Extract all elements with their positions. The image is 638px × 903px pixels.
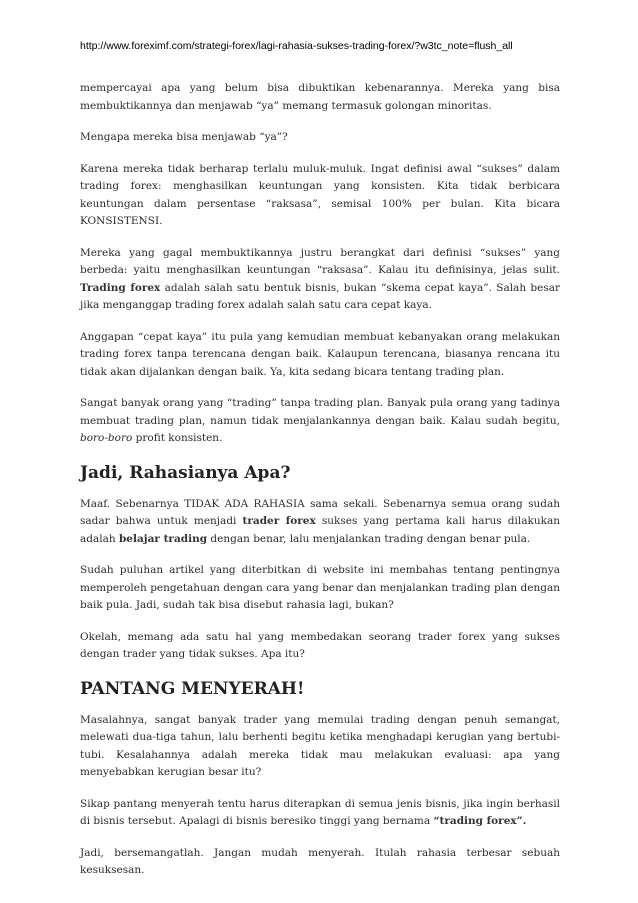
paragraph-8: Sudah puluhan artikel yang diterbitkan di website ini membahas tentang pentingnya memperoleh pengetahuan dengan cara yang benar dan menjalankan trading plan dengan baik pula. Jadi, sudah tak bisa disebut rahasia lagi, bukan? [80,564,560,611]
section-heading-rahasia: Jadi, Rahasianya Apa? [80,462,291,483]
belajar-trading-link[interactable]: belajar trading [118,532,208,545]
paragraph-11-text-a: Sikap pantang menyerah tentu harus diterapkan di semua jenis bisnis, jika ingin berhasil di bisnis tersebut. Apalagi di bisnis beresiko tinggi yang bernama [80,797,560,827]
paragraph-12: Jadi, bersemangatlah. Jangan mudah menyerah. Itulah rahasia terbesar sebuah kesuksesan. [80,846,560,876]
trading-forex-link[interactable]: Trading forex [80,281,161,294]
paragraph-4-text-c: adalah salah satu bentuk bisnis, bukan “skema cepat kaya”. Salah besar jika menganggap trading forex adalah salah satu cara cepat kaya. [80,281,560,311]
paragraph-7-text-c: sukses yang pertama kali harus dilakukan adalah [80,515,560,545]
paragraph-4-text-a: Mereka yang gagal membuktikannya justru berangkat dari definisi “sukses” yang berbeda: yaitu menghasilkan keuntungan “raksasa”. Kalau itu definisinya, jelas sulit. [80,246,560,276]
paragraph-2: Mengapa mereka bisa menjawab “ya”? [80,131,288,143]
page-url-header: http://www.foreximf.com/strategi-forex/lagi-rahasia-sukses-trading-forex/?w3tc_note=flush_all [80,40,513,52]
trading-forex-bold: “trading forex”. [433,815,527,827]
paragraph-7-text-e: dengan benar, lalu menjalankan trading dengan benar pula. [207,532,531,545]
paragraph-6-text-a: Sangat banyak orang yang “trading” tanpa trading plan. Banyak pula orang yang tadinya membuat trading plan, namun tidak menjalankannya dengan baik. Kalau sudah begitu, [80,397,560,427]
paragraph-7-text-a: Maaf. Sebenarnya TIDAK ADA RAHASIA sama sekali. Sebenarnya semua orang sudah sadar bahwa untuk menjadi [80,497,560,527]
paragraph-10: Masalahnya, sangat banyak trader yang memulai trading dengan penuh semangat, melewati dua-tiga tahun, lalu berhenti begitu ketika menghadapi kerugian yang bertubi-tubi. Kesalahannya adalah mereka tidak mau melakukan evaluasi: apa yang menyebabkan kerugian besar itu? [80,713,560,778]
paragraph-5: Anggapan “cepat kaya” itu pula yang kemudian membuat kebanyakan orang melakukan trading forex tanpa terencana dengan baik. Kalaupun terencana, biasanya rencana itu tidak akan dijalankan dengan baik. Ya, kita sedang bicara tentang trading plan. [80,330,560,378]
paragraph-4 [80,245,560,315]
trader-forex-link[interactable]: trader forex [242,515,316,527]
paragraph-11 [80,796,560,831]
paragraph-6-italic: boro-boro [80,432,133,444]
paragraph-6-text-c: profit konsisten. [132,432,223,444]
section-heading-pantang-menyerah: PANTANG MENYERAH! [80,678,305,699]
paragraph-1: mempercayai apa yang belum bisa dibuktikan kebenarannya. Mereka yang bisa membuktikannya dan menjawab “ya” memang termasuk golongan minoritas. [80,82,560,112]
paragraph-7 [80,496,560,549]
paragraph-6 [80,395,560,448]
paragraph-3: Karena mereka tidak berharap terlalu muluk-muluk. Ingat definisi awal “sukses” dalam trading forex: menghasilkan keuntungan yang konsisten. Kita tidak berbicara keuntungan dalam persentase “raksasa”, semisal 100% per bulan. Kita bicara KONSISTENSI. [80,162,560,227]
article-body [80,80,560,894]
paragraph-9: Okelah, memang ada satu hal yang membedakan seorang trader forex yang sukses dengan trader yang tidak sukses. Apa itu? [80,630,560,660]
